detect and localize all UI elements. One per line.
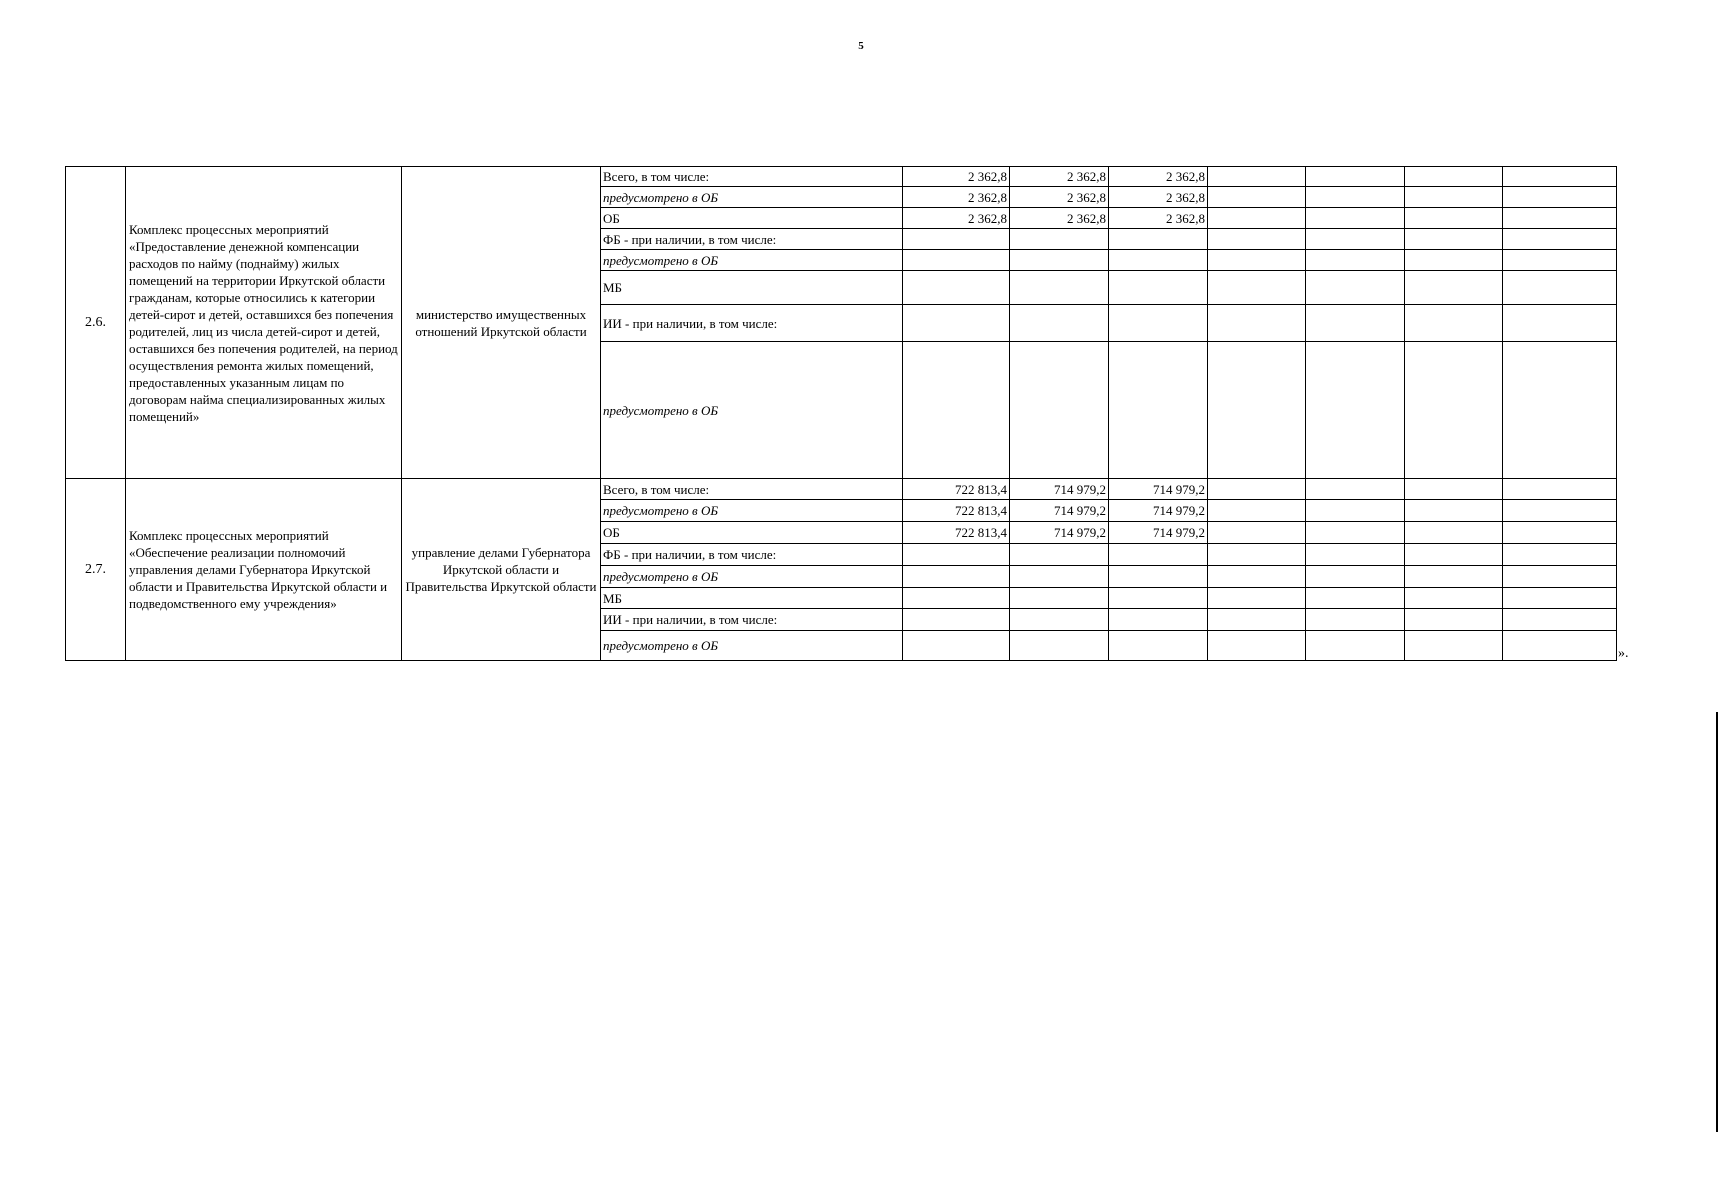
empty-cell <box>1208 609 1306 631</box>
empty-cell <box>1503 229 1617 250</box>
value-cell <box>903 609 1010 631</box>
empty-cell <box>1208 479 1306 500</box>
table-row <box>66 167 1617 187</box>
empty-cell <box>1503 522 1617 544</box>
empty-cell <box>1503 566 1617 588</box>
value-cell: 2 362,8 <box>1109 208 1208 229</box>
empty-cell <box>1405 631 1503 661</box>
value-cell: 2 362,8 <box>1010 208 1109 229</box>
funding-source-label: Всего, в том числе: <box>601 479 903 500</box>
empty-cell <box>1306 588 1405 609</box>
value-cell <box>1010 229 1109 250</box>
value-cell <box>1109 631 1208 661</box>
empty-cell <box>1405 271 1503 305</box>
funding-source-label: МБ <box>601 271 903 305</box>
empty-cell <box>1208 631 1306 661</box>
empty-cell <box>1405 229 1503 250</box>
value-cell <box>1010 305 1109 342</box>
value-cell: 714 979,2 <box>1109 479 1208 500</box>
value-cell <box>903 305 1010 342</box>
value-cell <box>1109 544 1208 566</box>
empty-cell <box>1306 187 1405 208</box>
empty-cell <box>1405 208 1503 229</box>
value-cell: 714 979,2 <box>1010 522 1109 544</box>
empty-cell <box>1405 167 1503 187</box>
value-cell: 714 979,2 <box>1010 500 1109 522</box>
value-cell: 2 362,8 <box>1010 187 1109 208</box>
funding-source-label: ФБ - при наличии, в том числе: <box>601 544 903 566</box>
value-cell <box>1010 609 1109 631</box>
funding-source-label: ОБ <box>601 522 903 544</box>
empty-cell <box>1503 500 1617 522</box>
value-cell: 2 362,8 <box>1109 167 1208 187</box>
empty-cell <box>1503 208 1617 229</box>
empty-cell <box>1405 544 1503 566</box>
empty-cell <box>1306 500 1405 522</box>
empty-cell <box>1208 544 1306 566</box>
scan-edge-mark <box>1716 712 1718 1132</box>
value-cell <box>1109 588 1208 609</box>
empty-cell <box>1208 500 1306 522</box>
value-cell <box>1010 566 1109 588</box>
value-cell: 2 362,8 <box>1109 187 1208 208</box>
funding-source-label: МБ <box>601 588 903 609</box>
value-cell <box>1109 566 1208 588</box>
value-cell <box>1010 250 1109 271</box>
value-cell: 722 813,4 <box>903 500 1010 522</box>
measure-name: Комплекс процессных мероприятий «Предоставление денежной компенсации расходов по найму (поднайму) жилых помещений на территории Иркутской области гражданам, которые относились к категории детей-сирот и детей, оставшихся без попечения родителей, лиц из числа детей-сирот и детей, оставшихся без попечения родителей, на период осуществления ремонта жилых помещений, предоставленных указанным лицам по договорам найма специализированных жилых помещений» <box>126 167 402 479</box>
value-cell <box>903 588 1010 609</box>
row-number: 2.6. <box>66 167 126 479</box>
value-cell <box>903 271 1010 305</box>
value-cell <box>1010 631 1109 661</box>
empty-cell <box>1208 208 1306 229</box>
value-cell <box>1010 342 1109 479</box>
value-cell <box>1109 609 1208 631</box>
table-row <box>66 479 1617 500</box>
value-cell: 714 979,2 <box>1109 522 1208 544</box>
value-cell: 722 813,4 <box>903 522 1010 544</box>
empty-cell <box>1306 544 1405 566</box>
empty-cell <box>1503 305 1617 342</box>
empty-cell <box>1306 609 1405 631</box>
value-cell <box>903 342 1010 479</box>
empty-cell <box>1208 522 1306 544</box>
empty-cell <box>1208 229 1306 250</box>
value-cell <box>903 250 1010 271</box>
funding-source-label: ИИ - при наличии, в том числе: <box>601 305 903 342</box>
empty-cell <box>1208 588 1306 609</box>
empty-cell <box>1306 522 1405 544</box>
funding-source-label: ИИ - при наличии, в том числе: <box>601 609 903 631</box>
funding-source-label: предусмотрено в ОБ <box>601 631 903 661</box>
funding-source-label: предусмотрено в ОБ <box>601 342 903 479</box>
empty-cell <box>1306 305 1405 342</box>
empty-cell <box>1208 566 1306 588</box>
funding-source-label: Всего, в том числе: <box>601 167 903 187</box>
empty-cell <box>1208 250 1306 271</box>
empty-cell <box>1405 500 1503 522</box>
value-cell <box>1109 229 1208 250</box>
value-cell <box>903 544 1010 566</box>
empty-cell <box>1405 342 1503 479</box>
empty-cell <box>1503 588 1617 609</box>
empty-cell <box>1405 305 1503 342</box>
budget-table <box>65 166 1617 661</box>
value-cell: 2 362,8 <box>1010 167 1109 187</box>
value-cell: 2 362,8 <box>903 208 1010 229</box>
value-cell: 714 979,2 <box>1010 479 1109 500</box>
empty-cell <box>1503 187 1617 208</box>
value-cell <box>1109 250 1208 271</box>
empty-cell <box>1405 187 1503 208</box>
empty-cell <box>1306 250 1405 271</box>
empty-cell <box>1405 479 1503 500</box>
value-cell: 2 362,8 <box>903 167 1010 187</box>
empty-cell <box>1306 229 1405 250</box>
row-number: 2.7. <box>66 479 126 661</box>
empty-cell <box>1208 167 1306 187</box>
funding-source-label: предусмотрено в ОБ <box>601 250 903 271</box>
empty-cell <box>1208 305 1306 342</box>
empty-cell <box>1503 479 1617 500</box>
value-cell: 722 813,4 <box>903 479 1010 500</box>
value-cell <box>1010 271 1109 305</box>
empty-cell <box>1405 588 1503 609</box>
value-cell: 2 362,8 <box>903 187 1010 208</box>
empty-cell <box>1405 609 1503 631</box>
empty-cell <box>1503 544 1617 566</box>
value-cell <box>903 229 1010 250</box>
measure-name: Комплекс процессных мероприятий «Обеспечение реализации полномочий управления делами Губернатора Иркутской области и Правительства Иркутской области и подведомственного ему учреждения» <box>126 479 402 661</box>
value-cell <box>1109 271 1208 305</box>
empty-cell <box>1306 167 1405 187</box>
responsible-executor: управление делами Губернатора Иркутской области и Правительства Иркутской области <box>402 479 601 661</box>
funding-source-label: предусмотрено в ОБ <box>601 500 903 522</box>
funding-source-label: предусмотрено в ОБ <box>601 187 903 208</box>
empty-cell <box>1306 271 1405 305</box>
empty-cell <box>1503 167 1617 187</box>
empty-cell <box>1503 609 1617 631</box>
funding-source-label: ФБ - при наличии, в том числе: <box>601 229 903 250</box>
empty-cell <box>1208 271 1306 305</box>
value-cell <box>1109 342 1208 479</box>
value-cell <box>903 566 1010 588</box>
value-cell <box>1010 588 1109 609</box>
empty-cell <box>1306 566 1405 588</box>
empty-cell <box>1503 271 1617 305</box>
value-cell: 714 979,2 <box>1109 500 1208 522</box>
value-cell <box>1109 305 1208 342</box>
empty-cell <box>1306 479 1405 500</box>
closing-quote-mark: ». <box>1618 646 1629 661</box>
empty-cell <box>1503 631 1617 661</box>
funding-source-label: предусмотрено в ОБ <box>601 566 903 588</box>
empty-cell <box>1405 522 1503 544</box>
empty-cell <box>1405 566 1503 588</box>
value-cell <box>1010 544 1109 566</box>
empty-cell <box>1306 208 1405 229</box>
empty-cell <box>1306 631 1405 661</box>
responsible-executor: министерство имущественных отношений Иркутской области <box>402 167 601 479</box>
empty-cell <box>1208 187 1306 208</box>
value-cell <box>903 631 1010 661</box>
empty-cell <box>1405 250 1503 271</box>
empty-cell <box>1306 342 1405 479</box>
empty-cell <box>1208 342 1306 479</box>
funding-source-label: ОБ <box>601 208 903 229</box>
empty-cell <box>1503 250 1617 271</box>
page-number: 5 <box>858 40 864 52</box>
empty-cell <box>1503 342 1617 479</box>
